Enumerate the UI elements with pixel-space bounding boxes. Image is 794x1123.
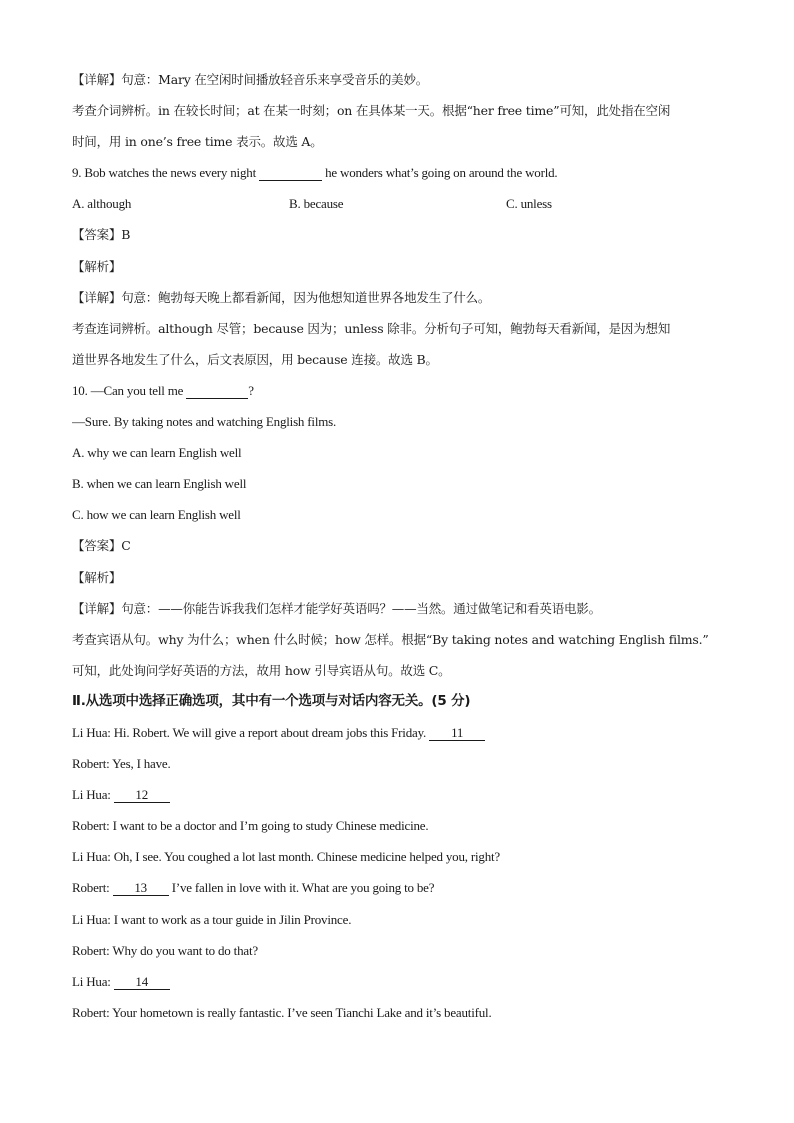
- question-9-stem: 9. Bob watches the news every night: [72, 165, 260, 181]
- analysis-line: 考查宾语从句。why 为什么；when 什么时候；how 怎样。根据“By taking notes and watching English films.”: [72, 631, 709, 647]
- question-9-options: [72, 188, 724, 219]
- dialogue-line: [72, 779, 724, 810]
- section-heading: Ⅱ.从选项中选择正确选项，其中有一个选项与对话内容无关。(5 分): [72, 692, 471, 709]
- answer-blank: [259, 166, 322, 181]
- analysis-label: 【解析】: [72, 258, 122, 274]
- numbered-blank: 13: [113, 881, 169, 896]
- document-page: [72, 64, 724, 1028]
- question-10: [72, 375, 724, 406]
- question-10-stem: 10. —Can you tell me: [72, 382, 187, 398]
- analysis-line: 考查连词辨析。although 尽管；because 因为；unless 除非。分析句子可知，鲍勃每天看新闻，是因为想知: [72, 320, 671, 336]
- answer-line: 【答案】C: [72, 538, 131, 554]
- analysis-line: 道世界各地发生了什么，后文表原因，用 because 连接。故选 B。: [72, 351, 438, 367]
- dialogue-line: Robert: Why do you want to do that?: [72, 942, 258, 958]
- option-c: C. unless: [506, 196, 552, 212]
- answer-blank: [186, 384, 248, 399]
- option-c: C. how we can learn English well: [72, 507, 241, 523]
- dialogue-line: [72, 966, 724, 997]
- dialogue-text: Li Hua:: [72, 787, 114, 803]
- analysis-line: 可知，此处询问学好英语的方法，故用 how 引导宾语从句。故选 C。: [72, 662, 451, 678]
- dialogue-line: [72, 717, 724, 748]
- dialogue-line: Robert: Yes, I have.: [72, 756, 171, 772]
- dialogue-text: Li Hua: Hi. Robert. We will give a report about dream jobs this Friday.: [72, 724, 430, 740]
- question-10-reply: —Sure. By taking notes and watching English films.: [72, 414, 337, 430]
- numbered-blank: 12: [114, 788, 170, 803]
- dialogue-text: Robert:: [72, 880, 113, 896]
- dialogue-text: Li Hua:: [72, 973, 114, 989]
- numbered-blank: 14: [114, 975, 170, 990]
- numbered-blank: 11: [429, 726, 485, 741]
- dialogue-line: Robert: I want to be a doctor and I’m going to study Chinese medicine.: [72, 818, 429, 834]
- option-b: B. when we can learn English well: [72, 476, 247, 492]
- analysis-line: 考查介词辨析。in 在较长时间；at 在某一时刻；on 在具体某一天。根据“her free time”可知，此处指在空闲: [72, 103, 671, 119]
- dialogue-line: [72, 872, 724, 903]
- analysis-label: 【解析】: [72, 569, 122, 585]
- explanation-line: 【详解】句意：鲍勃每天晚上都看新闻，因为他想知道世界各地发生了什么。: [72, 289, 491, 305]
- explanation-line: 【详解】句意：——你能告诉我我们怎样才能学好英语吗？——当然。通过做笔记和看英语电影。: [72, 600, 601, 616]
- option-a: A. why we can learn English well: [72, 445, 242, 461]
- dialogue-line: Li Hua: Oh, I see. You coughed a lot last month. Chinese medicine helped you, right?: [72, 849, 501, 865]
- question-10-stem-end: ?: [248, 382, 254, 398]
- option-a: A. although: [72, 196, 132, 212]
- dialogue-line: Li Hua: I want to work as a tour guide in Jilin Province.: [72, 911, 352, 927]
- option-b: B. because: [289, 196, 344, 212]
- question-9: [72, 157, 724, 188]
- explanation-line: 【详解】句意：Mary 在空闲时间播放轻音乐来享受音乐的美妙。: [72, 72, 429, 87]
- dialogue-text: I’ve fallen in love with it. What are you going to be?: [168, 880, 435, 896]
- dialogue-line: Robert: Your hometown is really fantastic. I’ve seen Tianchi Lake and it’s beautiful.: [72, 1004, 492, 1020]
- analysis-line: 时间，用 in one’s free time 表示。故选 A。: [72, 134, 323, 150]
- question-9-stem-end: he wonders what’s going on around the world.: [322, 165, 558, 181]
- answer-line: 【答案】B: [72, 227, 131, 243]
